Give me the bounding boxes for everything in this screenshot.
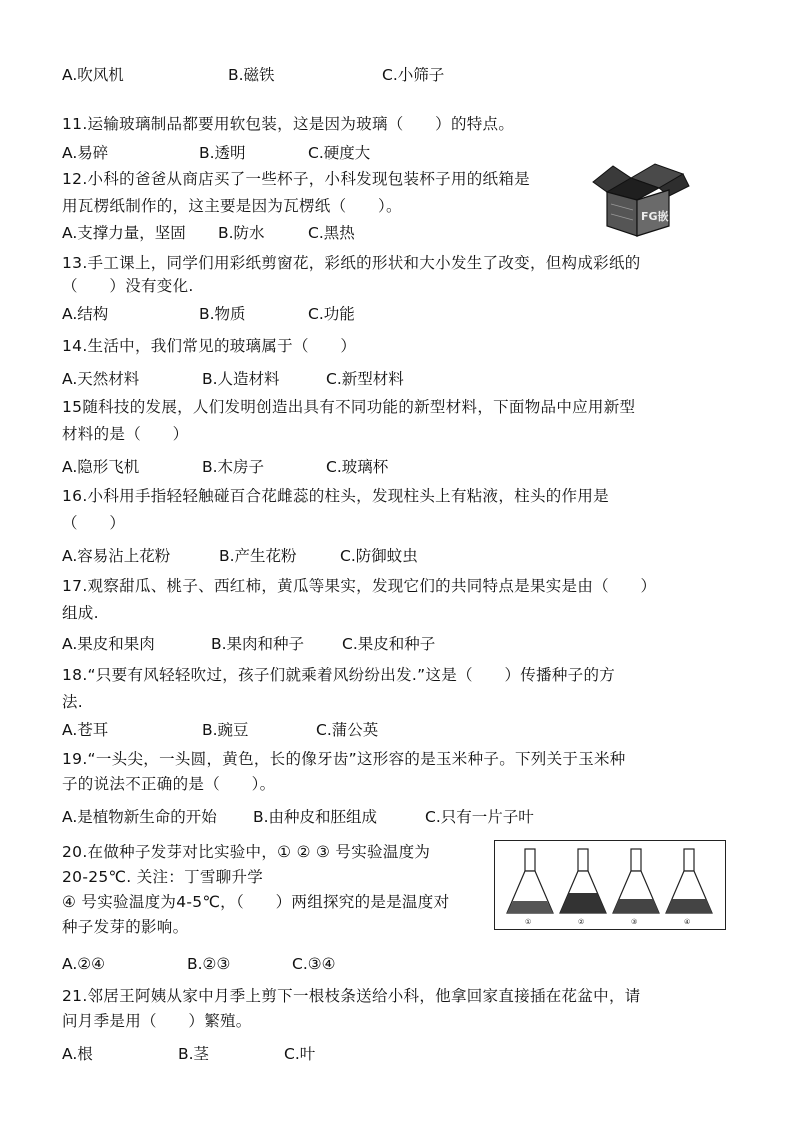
flask-2-label: ② <box>578 918 585 926</box>
q15-stem-line1: 15随科技的发展，人们发明创造出具有不同功能的新型材料，下面物品中应用新型 <box>62 398 636 416</box>
q17-stem-line1: 17.观察甜瓜、桃子、西红柿，黄瓜等果实，发现它们的共同特点是果实是由（ ） <box>62 577 657 595</box>
q13-stem-line1: 13.手工课上，同学们用彩纸剪窗花，彩纸的形状和大小发生了改变，但构成彩纸的 <box>62 254 641 272</box>
q18-stem-line1: 18.“只要有风轻轻吹过，孩子们就乘着风纷纷出发.”这是（ ）传播种子的方 <box>62 666 616 684</box>
q19-stem-line1: 19.“一头尖，一头圆，黄色，长的像牙齿”这形容的是玉米种子。下列关于玉米种 <box>62 750 626 768</box>
q20-stem-line3: ④ 号实验温度为4-5℃，（ ）两组探究的是是温度对 <box>62 893 450 911</box>
q12-option-c[interactable]: C.黑热 <box>308 224 355 242</box>
q15-option-a[interactable]: A.隐形飞机 <box>62 458 140 476</box>
flask-1 <box>507 849 553 926</box>
q21-stem-line2: 问月季是用（ ）繁殖。 <box>62 1012 252 1030</box>
q18-option-a[interactable]: A.苍耳 <box>62 721 109 739</box>
q19-option-a[interactable]: A.是植物新生命的开始 <box>62 808 217 826</box>
q21-stem-line1: 21.邻居王阿姨从家中月季上剪下一根枝条送给小科，他拿回家直接插在花盆中，请 <box>62 987 641 1005</box>
q20-stem-line4: 种子发芽的影响。 <box>62 918 189 936</box>
q10-option-a[interactable]: A.吹风机 <box>62 66 124 84</box>
q11-option-b[interactable]: B.透明 <box>199 144 246 162</box>
q13-option-a[interactable]: A.结构 <box>62 305 109 323</box>
q14-option-a[interactable]: A.天然材料 <box>62 370 140 388</box>
q18-option-b[interactable]: B.豌豆 <box>202 721 249 739</box>
q17-option-a[interactable]: A.果皮和果肉 <box>62 635 155 653</box>
q15-option-c[interactable]: C.玻璃杯 <box>326 458 389 476</box>
q16-option-a[interactable]: A.容易沾上花粉 <box>62 547 171 565</box>
flask-3 <box>613 849 659 926</box>
q20-option-a[interactable]: A.②④ <box>62 955 106 973</box>
q18-option-c[interactable]: C.蒲公英 <box>316 721 379 739</box>
q19-stem-line2: 子的说法不正确的是（ ）。 <box>62 775 276 793</box>
q10-option-c[interactable]: C.小筛子 <box>382 66 445 84</box>
q21-option-b[interactable]: B.茎 <box>178 1045 210 1063</box>
q21-option-a[interactable]: A.根 <box>62 1045 93 1063</box>
q11-option-a[interactable]: A.易碎 <box>62 144 109 162</box>
q18-stem-line2: 法. <box>62 693 84 711</box>
corrugated-box-figure <box>585 160 695 240</box>
flask-2 <box>560 849 606 926</box>
q16-option-b[interactable]: B.产生花粉 <box>219 547 297 565</box>
q20-option-c[interactable]: C.③④ <box>292 955 336 973</box>
q17-stem-line2: 组成. <box>62 604 99 622</box>
q19-option-b[interactable]: B.由种皮和胚组成 <box>253 808 378 826</box>
q11-stem: 11.运输玻璃制品都要用软包装，这是因为玻璃（ ）的特点。 <box>62 115 515 133</box>
q13-option-b[interactable]: B.物质 <box>199 305 246 323</box>
q11-option-c[interactable]: C.硬度大 <box>308 144 371 162</box>
q14-stem: 14.生活中，我们常见的玻璃属于（ ） <box>62 337 357 355</box>
q12-option-a[interactable]: A.支撑力量，坚固 <box>62 224 186 242</box>
q15-stem-line2: 材料的是（ ） <box>62 425 189 443</box>
q12-option-b[interactable]: B.防水 <box>218 224 265 242</box>
q16-stem-line2: （ ） <box>62 514 126 532</box>
q15-option-b[interactable]: B.木房子 <box>202 458 265 476</box>
q16-stem-line1: 16.小科用手指轻轻触碰百合花雌蕊的柱头，发现柱头上有粘液，柱头的作用是 <box>62 487 609 505</box>
q21-option-c[interactable]: C.叶 <box>284 1045 316 1063</box>
q10-option-b[interactable]: B.磁铁 <box>228 66 275 84</box>
flask-4-label: ④ <box>684 918 691 926</box>
q16-option-c[interactable]: C.防御蚊虫 <box>340 547 418 565</box>
q17-option-c[interactable]: C.果皮和种子 <box>342 635 436 653</box>
q20-option-b[interactable]: B.②③ <box>187 955 231 973</box>
q14-option-c[interactable]: C.新型材料 <box>326 370 404 388</box>
flask-3-label: ③ <box>631 918 638 926</box>
q13-stem-line2: （ ）没有变化. <box>62 277 194 295</box>
flask-4 <box>666 849 712 926</box>
q12-stem-line1: 12.小科的爸爸从商店买了一些杯子，小科发现包装杯子用的纸箱是 <box>62 170 530 188</box>
q12-stem-line2: 用瓦楞纸制作的，这主要是因为瓦楞纸（ ）。 <box>62 197 402 215</box>
q20-stem-line1: 20.在做种子发芽对比实验中，① ② ③ 号实验温度为 <box>62 843 431 861</box>
q14-option-b[interactable]: B.人造材料 <box>202 370 280 388</box>
q17-option-b[interactable]: B.果肉和种子 <box>211 635 305 653</box>
box-label-text: FG嵌 <box>641 210 669 223</box>
q19-option-c[interactable]: C.只有一片子叶 <box>425 808 534 826</box>
flask-1-label: ① <box>525 918 532 926</box>
flask-experiment-figure <box>494 840 726 930</box>
q20-stem-line2: 20-25℃. 关注：丁雪聊升学 <box>62 868 264 886</box>
q13-option-c[interactable]: C.功能 <box>308 305 355 323</box>
